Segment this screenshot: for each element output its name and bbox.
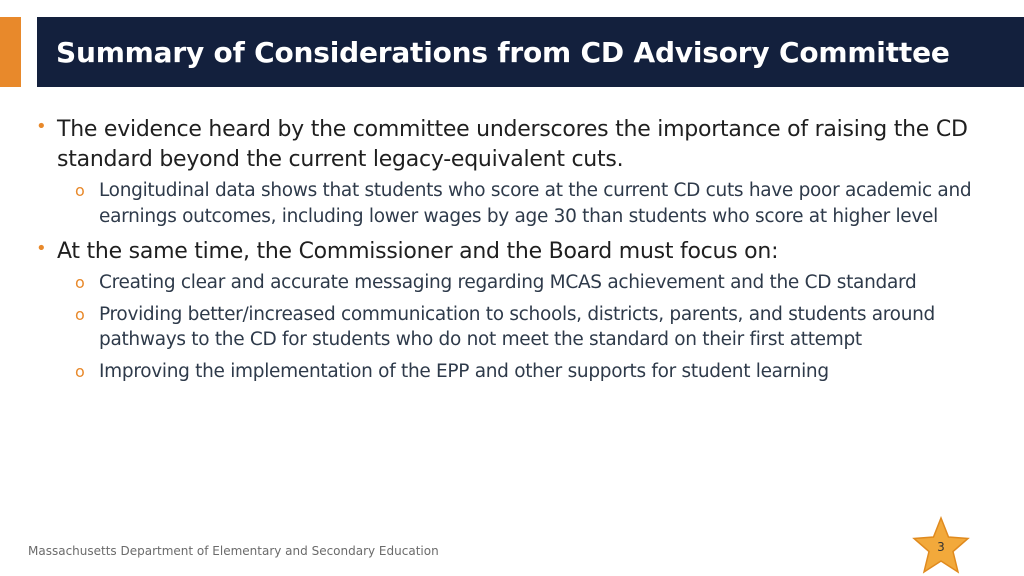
bullet-marker-icon: • <box>36 238 47 259</box>
sub-bullet-item <box>30 270 990 296</box>
sub-bullet-marker-icon: o <box>75 181 85 200</box>
page-number: 3 <box>937 540 945 554</box>
footer-organization: Massachusetts Department of Elementary and Secondary Education <box>28 544 439 558</box>
page-number-badge <box>909 516 973 576</box>
slide-title: Summary of Considerations from CD Advisory Committee <box>56 35 950 69</box>
bullet-text: At the same time, the Commissioner and the Board must focus on: <box>57 239 779 264</box>
sub-bullet-marker-icon: o <box>75 273 85 292</box>
title-bar <box>37 17 1024 87</box>
title-accent-bar <box>0 17 21 87</box>
sub-bullet-text: Longitudinal data shows that students who score at the current CD cuts have poor academic and earnings outcomes, including lower wages by age 30 than students who score at higher level <box>99 180 972 227</box>
sub-bullet-text: Improving the implementation of the EPP and other supports for student learning <box>99 360 829 382</box>
bullet-marker-icon: • <box>36 116 47 137</box>
sub-bullet-marker-icon: o <box>75 361 85 381</box>
bullet-item <box>30 115 990 175</box>
sub-bullet-text: Creating clear and accurate messaging regarding MCAS achievement and the CD standard <box>99 272 917 293</box>
sub-bullet-text: Providing better/increased communication to schools, districts, parents, and students around pathways to the CD for students who do not meet the standard on their first attempt <box>99 303 935 350</box>
sub-bullet-item <box>30 359 990 385</box>
content-area <box>30 113 990 384</box>
sub-bullet-marker-icon: o <box>75 304 85 324</box>
sub-bullet-item <box>30 302 990 353</box>
sub-bullet-item <box>30 178 990 229</box>
bullet-item <box>30 237 990 267</box>
bullet-text: The evidence heard by the committee underscores the importance of raising the CD standard beyond the current legacy-equivalent cuts. <box>57 117 968 172</box>
